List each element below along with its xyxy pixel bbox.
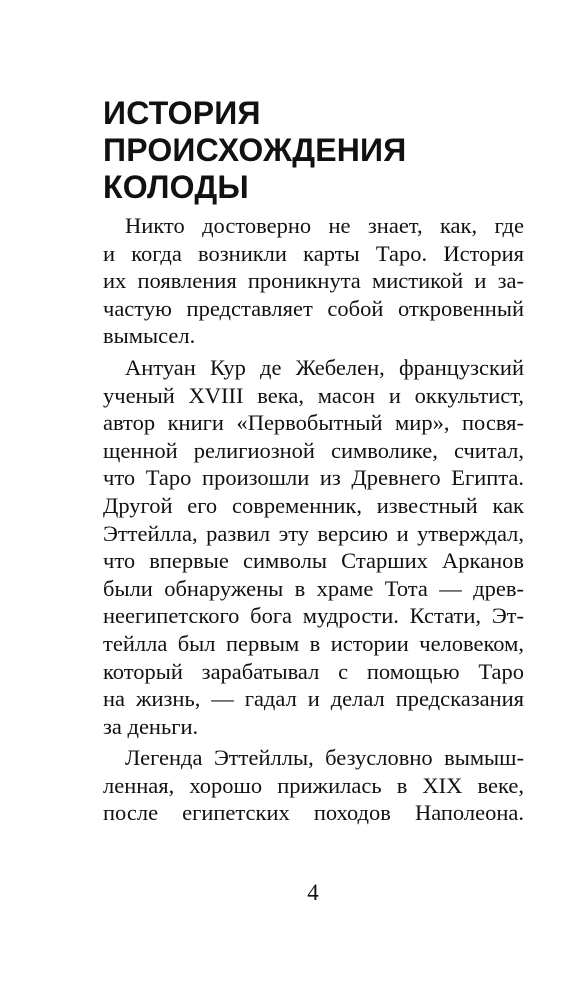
text-line: что впервые символы Старших Арканов <box>103 548 524 574</box>
text-line: после египетских походов Наполеона. <box>103 800 524 826</box>
body-text <box>103 212 524 831</box>
chapter-heading <box>103 95 406 206</box>
text-line: частую представляет собой откровенный <box>103 295 524 321</box>
text-line: что Таро произошли из Древнего Египта. <box>103 465 524 491</box>
text-line: вымысел. <box>103 323 196 349</box>
text-line: на жизнь, — гадал и делал предсказания <box>103 686 524 712</box>
text-line: Эттейлла, развил эту версию и утверждал, <box>103 520 524 546</box>
text-line: Другой его современник, известный как <box>103 492 524 518</box>
text-line: Антуан Кур де Жебелен, французский <box>125 354 524 380</box>
text-line: Никто достоверно не знает, как, где <box>125 213 524 238</box>
page-number: 4 <box>307 880 319 905</box>
text-line: их появления проникнута мистикой и за- <box>103 268 524 294</box>
text-line: который зарабатывал с помощью Таро <box>103 658 524 684</box>
text-line: были обнаружены в храме Тота — древ- <box>103 575 524 601</box>
paragraph-3 <box>103 744 524 827</box>
text-line: неегипетского бога мудрости. Кстати, Эт- <box>103 603 524 629</box>
text-line: Легенда Эттейллы, безусловно вымыш- <box>125 745 524 771</box>
text-line: щенной религиозной символике, считал, <box>103 437 524 463</box>
text-line: автор книги «Первобытный мир», посвя- <box>103 410 524 436</box>
text-line: ученый XVIII века, масон и оккультист, <box>103 382 524 408</box>
paragraph-1 <box>103 212 524 350</box>
heading-line: ИСТОРИЯ <box>103 95 261 131</box>
heading-line: ПРОИСХОЖДЕНИЯ <box>103 132 407 168</box>
heading-line: КОЛОДЫ <box>103 169 249 205</box>
text-line: и когда возникли карты Таро. История <box>103 240 524 266</box>
text-line: ленная, хорошо прижилась в XIX веке, <box>103 772 524 798</box>
text-line: за деньги. <box>103 713 199 739</box>
text-line: тейлла был первым в истории человеком, <box>103 630 524 656</box>
paragraph-2 <box>103 354 524 740</box>
